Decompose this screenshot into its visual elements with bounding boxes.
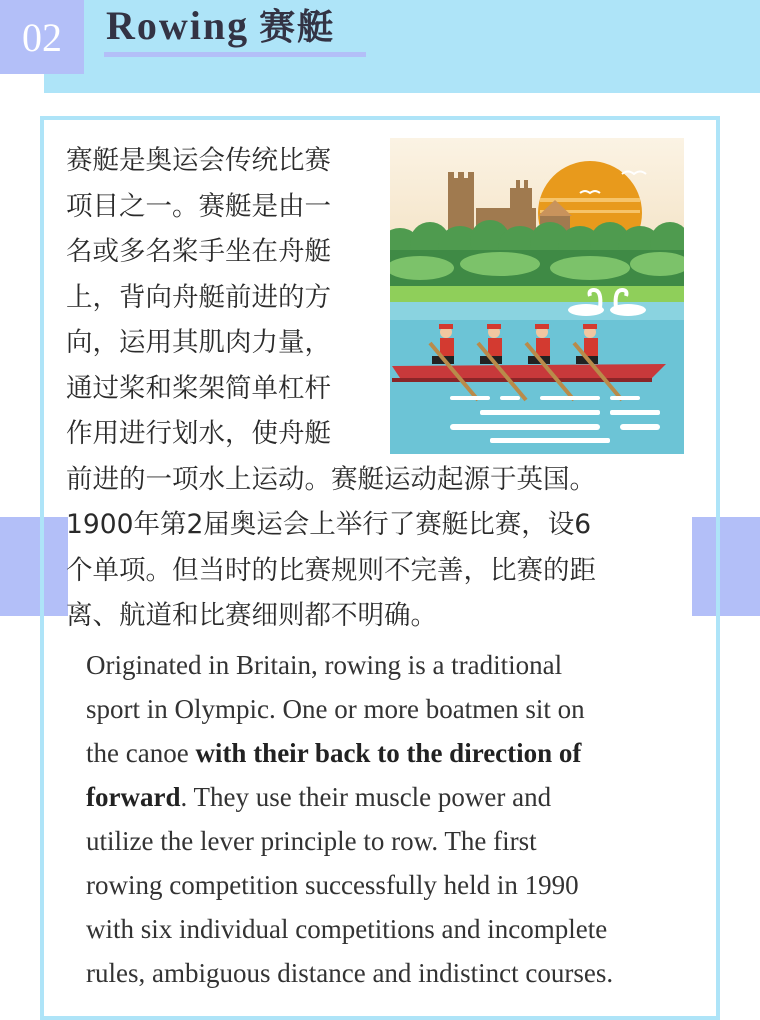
english-line: Originated in Britain, rowing is a traditional [86,650,563,680]
english-emphasis: with their back to the direction of [195,738,582,768]
english-line: utilize the lever principle to row. The first [86,826,537,856]
english-line: sport in Olympic. One or more boatmen sit on [86,694,585,724]
english-line [86,775,696,819]
chinese-line: 个单项。但当时的比赛规则不完善，比赛的距 [66,554,596,586]
chinese-line: 赛艇是奥运会传统比赛 [66,145,331,176]
english-line [86,731,696,775]
rowing-illustration [390,138,684,454]
english-text: . They use their muscle power and [180,782,552,812]
chinese-paragraph [66,138,692,639]
boat-icon [392,364,666,378]
title-chinese: 赛艇 [259,7,336,48]
english-text: the canoe [86,738,196,768]
chinese-line: 前进的一项水上运动。赛艇运动起源于英国。 [66,463,596,495]
chinese-line: 通过桨和桨架简单杠杆 [66,372,331,404]
chinese-line: 上，背向舟艇前进的方 [66,281,331,313]
title-english: Rowing [106,3,250,48]
chinese-line: 离、航道和比赛细则都不明确。 [66,600,437,631]
chinese-line: 向，运用其肌肉力量， [66,327,331,358]
english-line: rules, ambiguous distance and indistinct courses. [86,958,614,988]
english-line: with six individual competitions and incomplete [86,914,608,944]
english-paragraph [86,643,696,995]
chinese-line: 作用进行划水，使舟艇 [66,418,331,449]
title-underline [104,52,366,57]
section-number: 02 [0,0,84,74]
section-title [106,2,335,54]
chinese-line: 1900年第2届奥运会上举行了赛艇比赛，设6 [66,509,592,540]
chinese-line: 名或多名桨手坐在舟艇 [66,236,331,267]
english-emphasis: forward [86,782,181,812]
english-line: rowing competition successfully held in 1990 [86,870,579,900]
chinese-line: 项目之一。赛艇是由一 [66,190,331,222]
